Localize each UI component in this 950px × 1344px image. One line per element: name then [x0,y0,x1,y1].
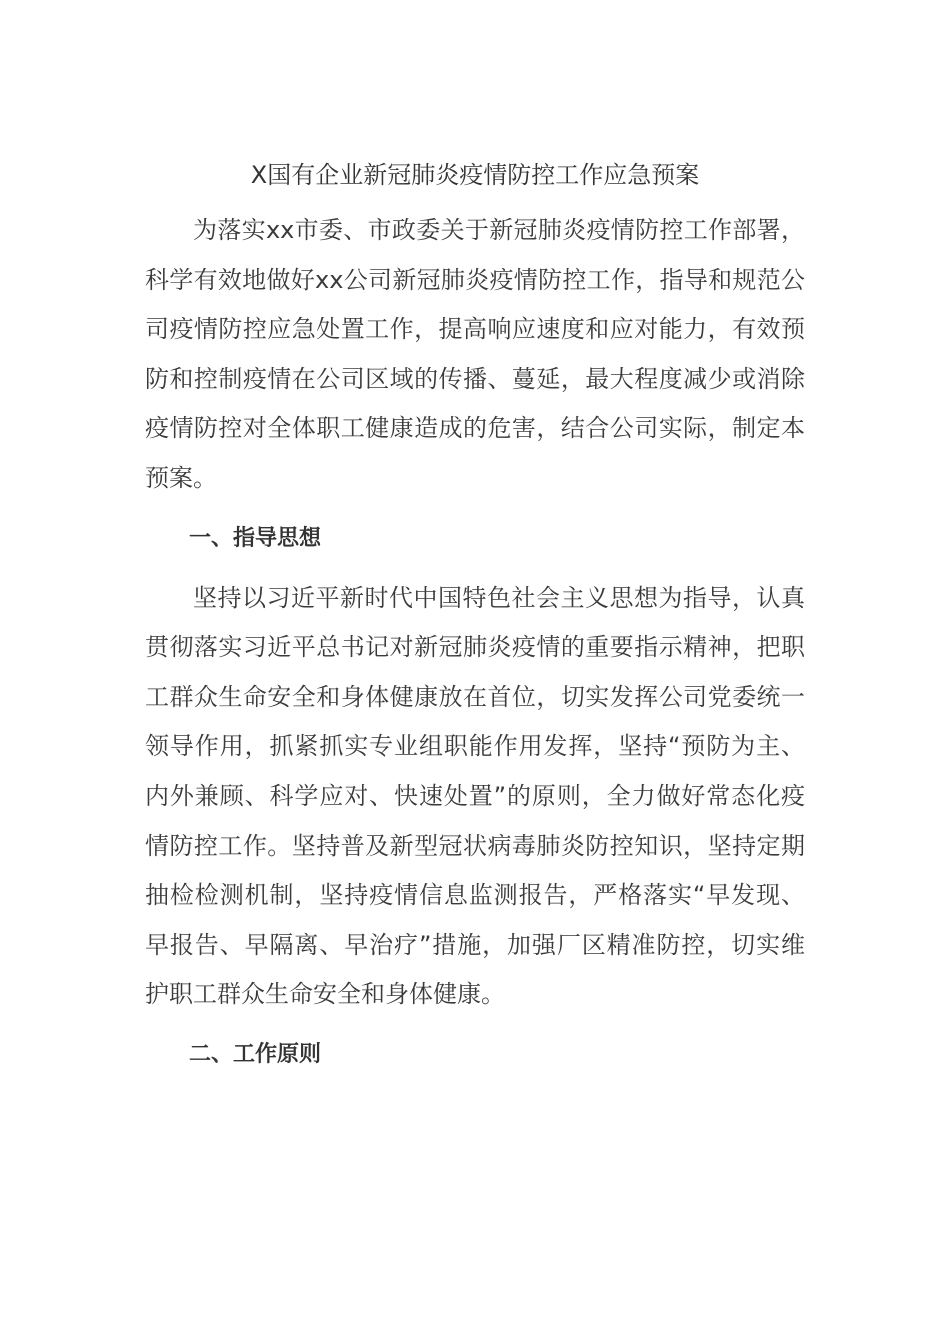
section-body-guiding-ideology: 坚持以习近平新时代中国特色社会主义思想为指导，认真贯彻落实习近平总书记对新冠肺炎疫情的重要指示精神，把职工群众生命安全和身体健康放在首位，切实发挥公司党委统一领导作用，抓紧抓实专业组职能作用发挥，坚持“预防为主、内外兼顾、科学应对、快速处置”的原则，全力做好常态化疫情防控工作。坚持普及新型冠状病毒肺炎防控知识，坚持定期抽检检测机制，坚持疫情信息监测报告，严格落实“早发现、早报告、早隔离、早治疗”措施，加强厂区精准防控，切实维护职工群众生命安全和身体健康。 [145,583,805,1009]
section-heading-guiding-ideology: 一、指导思想 [189,525,322,551]
intro-paragraph: 为落实xx市委、市政委关于新冠肺炎疫情防控工作部署，科学有效地做好xx公司新冠肺炎疫情防控工作，指导和规范公司疫情防控应急处置工作，提高响应速度和应对能力，有效预防和控制疫情在公司区域的传播、蔓延，最大程度减少或消除疫情防控对全体职工健康造成的危害，结合公司实际，制定本预案。 [145,216,805,492]
document-body [145,150,805,1090]
section-heading-working-principles: 二、工作原则 [189,1041,322,1067]
document-title: X国有企业新冠肺炎疫情防控工作应急预案 [250,161,700,189]
